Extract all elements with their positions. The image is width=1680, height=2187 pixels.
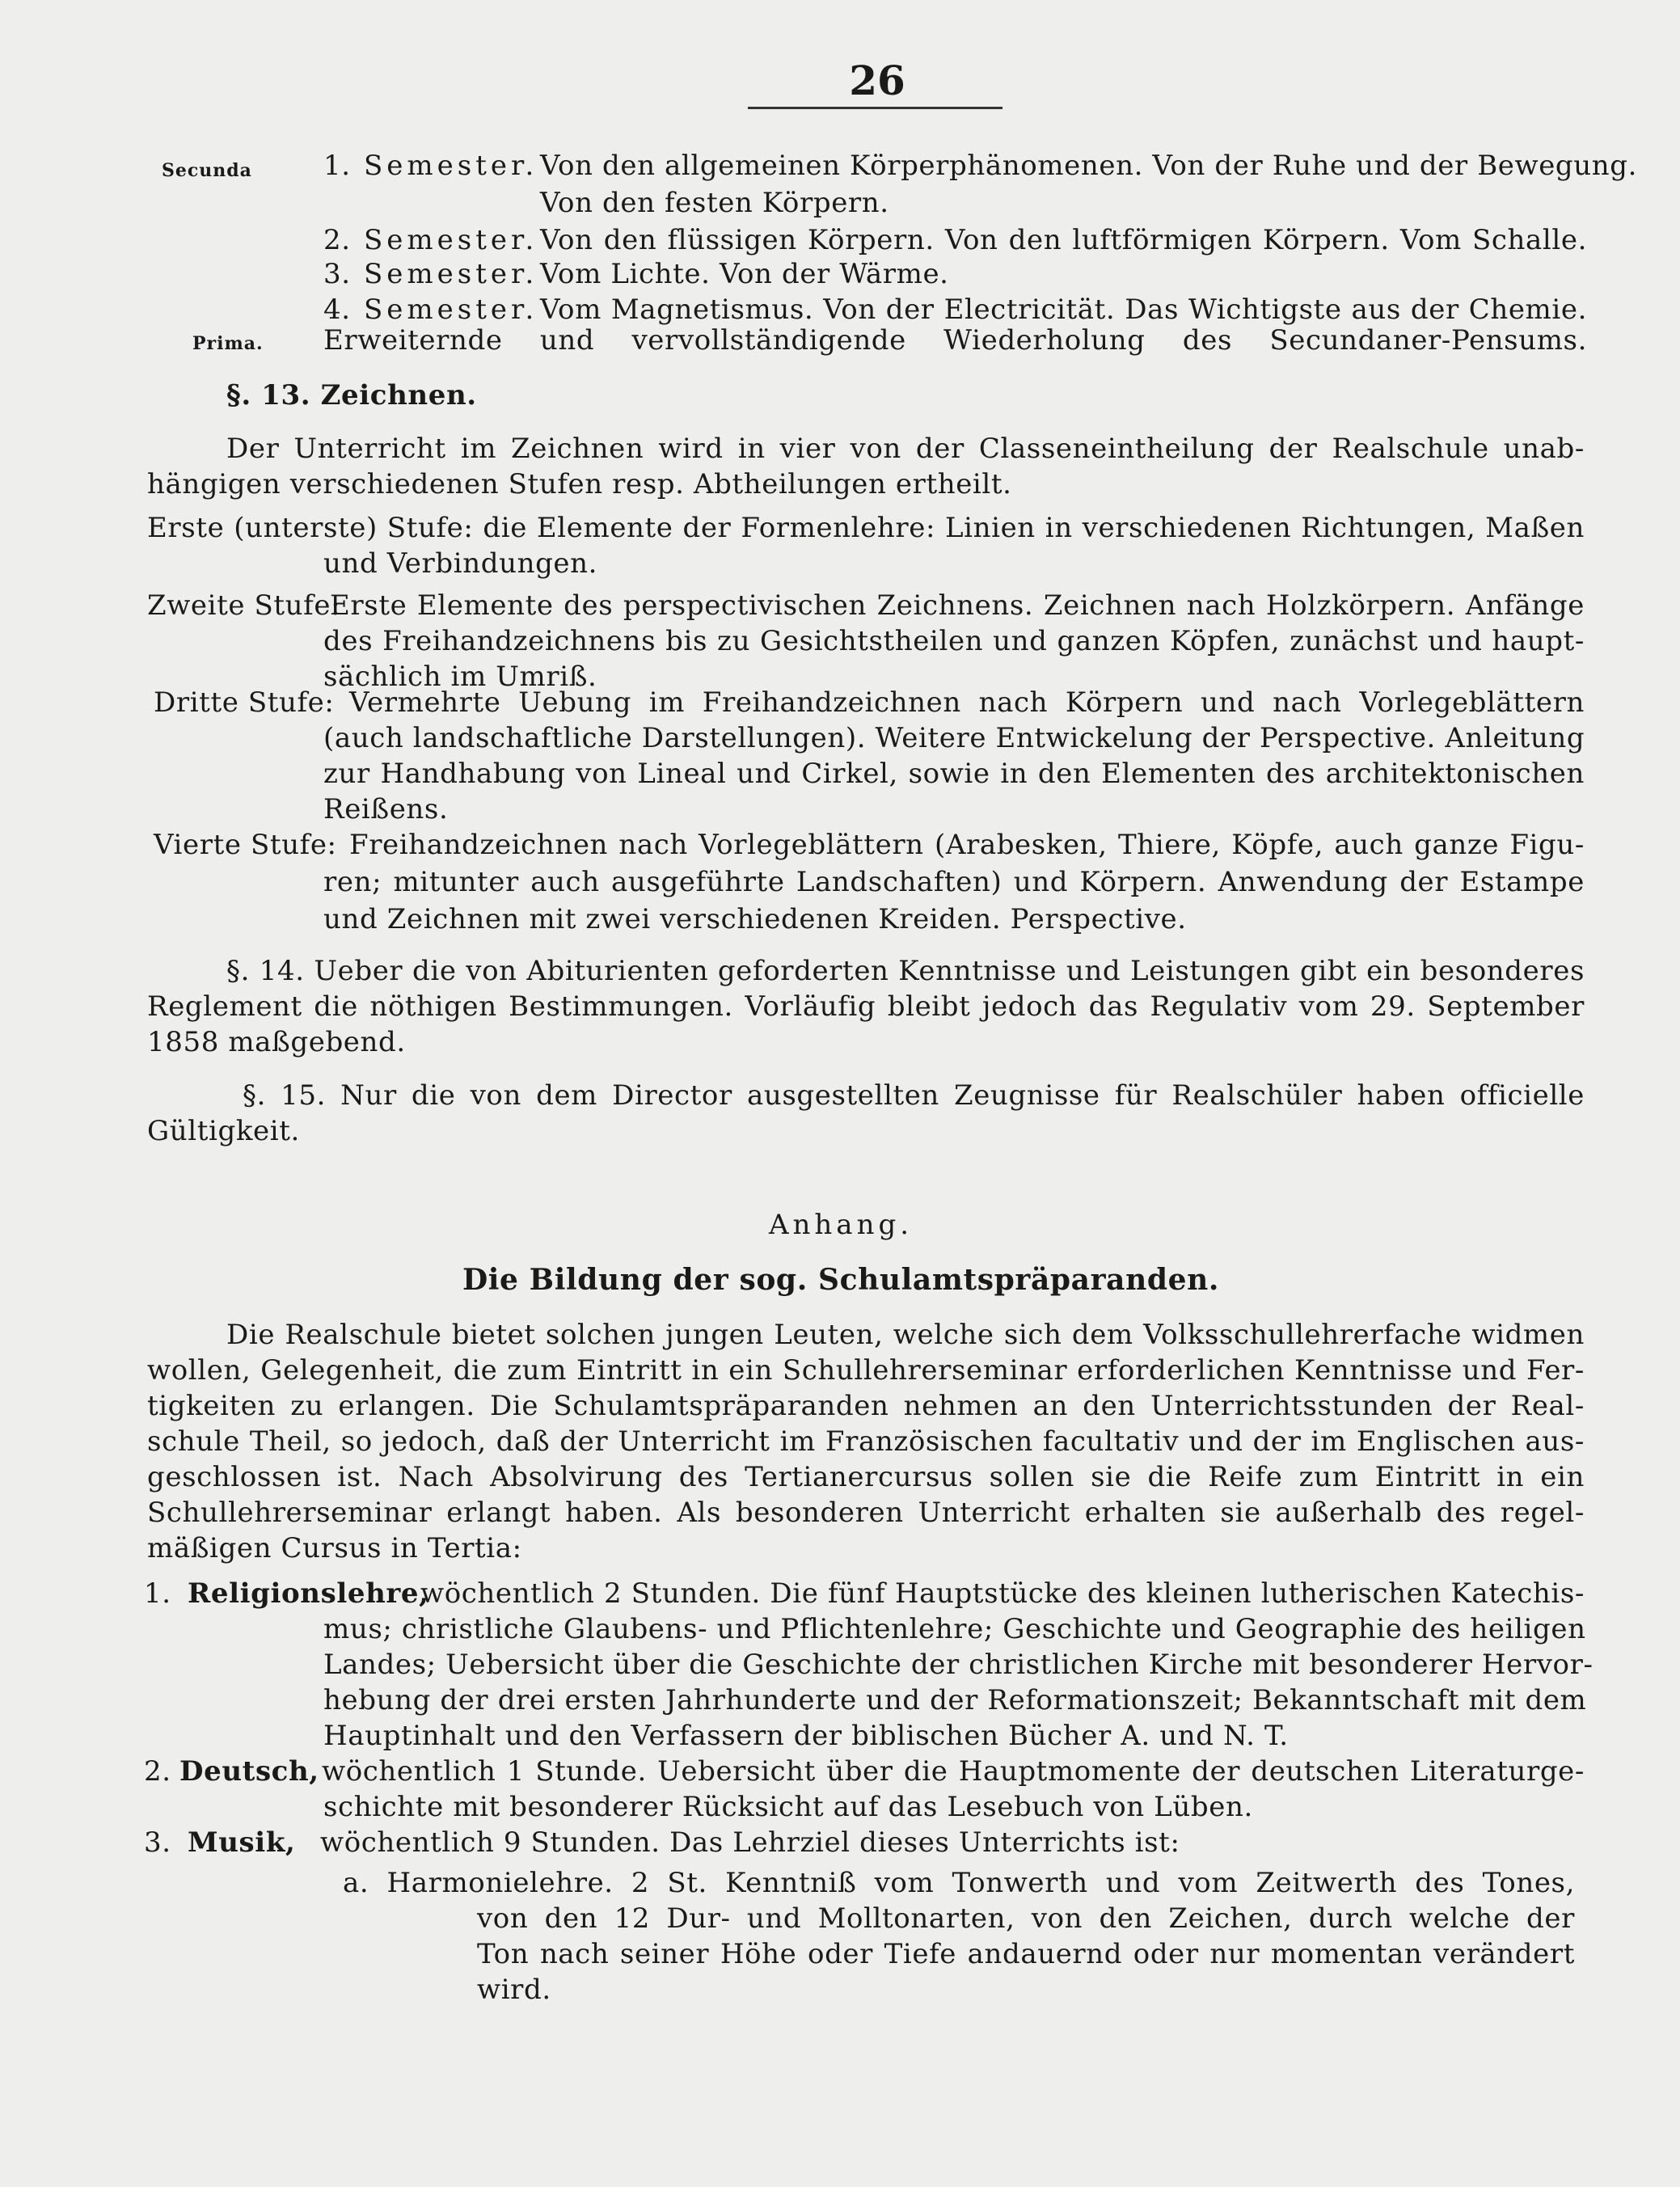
page-number: 26 <box>849 57 905 104</box>
semester-3-number: 3. <box>323 258 351 290</box>
section-14-line-1: §. 14. Ueber die von Abiturienten geforderten Kenntnisse und Leistungen gibt ein besonderes <box>226 955 1585 987</box>
section-13-heading: §. 13. Zeichnen. <box>226 379 477 412</box>
deutsch-line-2: schichte mit besonderer Rücksicht auf das Lesebuch von Lüben. <box>323 1791 1253 1823</box>
semester-3-text: Vom Lichte. Von der Wärme. <box>540 258 949 290</box>
harmonielehre-line-2: von den 12 Dur- und Molltonarten, von den Zeichen, durch welche der <box>477 1902 1575 1935</box>
deutsch-line-1: wöchentlich 1 Stunde. Uebersicht über die Hauptmomente der deutschen Literaturge- <box>322 1755 1585 1788</box>
religion-line-4: hebung der drei ersten Jahrhunderte und der Reformationszeit; Bekanntschaft mit dem <box>323 1684 1587 1716</box>
religion-number: 1. <box>144 1577 171 1610</box>
semester-1-number: 1. <box>323 150 351 182</box>
deutsch-number: 2. <box>144 1755 171 1788</box>
stufe-3-line-1: Vermehrte Uebung im Freihandzeichnen nach Körpern und nach Vorlegeblättern <box>349 686 1585 719</box>
stufe-2-line-3: sächlich im Umriß. <box>323 661 597 693</box>
section-13-intro-line-1: Der Unterricht im Zeichnen wird in vier von der Classeneintheilung der Realschule unab- <box>226 433 1585 465</box>
semester-1-continuation: Von den festen Körpern. <box>540 187 889 219</box>
musik-label: Musik, <box>188 1826 296 1859</box>
anhang-para-line-6: Schullehrerseminar erlangt haben. Als besonderen Unterricht erhalten sie außerhalb des regel- <box>147 1497 1585 1529</box>
semester-4-text: Vom Magnetismus. Von der Electricität. Das Wichtigste aus der Chemie. <box>540 293 1587 326</box>
anhang-para-line-7: mäßigen Cursus in Tertia: <box>147 1532 522 1564</box>
section-14-line-2: Reglement die nöthigen Bestimmungen. Vorläufig bleibt jedoch das Regulativ vom 29. September <box>147 990 1585 1023</box>
deutsch-label: Deutsch, <box>179 1755 319 1788</box>
stufe-3-label: Dritte Stufe: <box>154 686 335 719</box>
harmonielehre-line-3: Ton nach seiner Höhe oder Tiefe andauernd oder nur momentan verändert <box>477 1938 1575 1970</box>
anhang-para-line-2: wollen, Gelegenheit, die zum Eintritt in ein Schullehrerseminar erforderlichen Kenntnisse und Fer- <box>147 1354 1585 1387</box>
musik-number: 3. <box>144 1826 171 1859</box>
semester-2-number: 2. <box>323 224 351 256</box>
religion-line-1: wöchentlich 2 Stunden. Die fünf Hauptstücke des kleinen lutherischen Katechis- <box>420 1577 1585 1610</box>
semester-4-number: 4. <box>323 293 351 326</box>
section-15-line-1: §. 15. Nur die von dem Director ausgestellten Zeugnisse für Realschüler haben officielle <box>243 1079 1585 1112</box>
anhang-title: Anhang. <box>768 1209 914 1241</box>
section-13-intro-line-2: hängigen verschiedenen Stufen resp. Abtheilungen ertheilt. <box>147 468 1012 500</box>
anhang-heading: Die Bildung der sog. Schulamtspräparanden. <box>462 1263 1220 1297</box>
religion-line-2: mus; christliche Glaubens- und Pflichtenlehre; Geschichte und Geographie des heiligen <box>323 1613 1586 1645</box>
stufe-2-line-1: Erste Elemente des perspectivischen Zeichnens. Zeichnen nach Holzkörpern. Anfänge <box>330 589 1585 622</box>
prima-text: Erweiternde und vervollständigende Wiederholung des Secundaner-Pensums. <box>323 324 1587 357</box>
semester-1-word: Semester. <box>364 150 538 182</box>
stufe-1-line-2: und Verbindungen. <box>323 547 598 580</box>
section-14-line-3: 1858 maßgebend. <box>147 1026 406 1058</box>
stufe-3-line-3: zur Handhabung von Lineal und Cirkel, sowie in den Elementen des architektonischen <box>323 758 1585 790</box>
stufe-4-line-3: und Zeichnen mit zwei verschiedenen Kreiden. Perspective. <box>323 903 1187 935</box>
stufe-2-line-2: des Freihandzeichnens bis zu Gesichtstheilen und ganzen Köpfen, zunächst und haupt- <box>323 625 1585 657</box>
stufe-4-label: Vierte Stufe: <box>154 829 337 861</box>
stufe-4-line-1: Freihandzeichnen nach Vorlegeblättern (Arabesken, Thiere, Köpfe, auch ganze Figu- <box>349 829 1585 861</box>
semester-3-word: Semester. <box>364 258 538 290</box>
stufe-1-line-1: Erste (unterste) Stufe: die Elemente der Formenlehre: Linien in verschiedenen Richtungen, Maßen <box>147 512 1585 544</box>
stufe-3-line-2: (auch landschaftliche Darstellungen). Weitere Entwickelung der Perspective. Anleitung <box>323 722 1585 754</box>
page-number-rule <box>748 107 1003 109</box>
religion-line-5: Hauptinhalt und den Verfassern der biblischen Bücher A. und N. T. <box>323 1720 1289 1752</box>
anhang-para-line-3: tigkeiten zu erlangen. Die Schulamtspräparanden nehmen an den Unterrichtsstunden der Real- <box>147 1390 1585 1422</box>
harmonielehre-line-4: wird. <box>477 1974 551 2006</box>
stufe-3-line-4: Reißens. <box>323 793 449 825</box>
semester-1-text: Von den allgemeinen Körperphänomenen. Von der Ruhe und der Bewegung. <box>540 150 1638 182</box>
semester-2-text: Von den flüssigen Körpern. Von den luftförmigen Körpern. Vom Schalle. <box>540 224 1587 256</box>
anhang-para-line-5: geschlossen ist. Nach Absolvirung des Tertianercursus sollen sie die Reife zum Eintritt in ein <box>147 1461 1585 1493</box>
musik-line-1: wöchentlich 9 Stunden. Das Lehrziel dieses Unterrichts ist: <box>320 1826 1180 1859</box>
religion-label: Religionslehre, <box>188 1577 429 1610</box>
stufe-2-label: Zweite Stufe: <box>147 589 341 622</box>
semester-4-word: Semester. <box>364 293 538 326</box>
secunda-label: Secunda <box>162 160 252 181</box>
anhang-para-line-4: schule Theil, so jedoch, daß der Unterricht im Französischen facultativ und der im Englischen aus- <box>147 1425 1585 1458</box>
section-15-line-2: Gültigkeit. <box>147 1115 300 1147</box>
religion-line-3: Landes; Uebersicht über die Geschichte der christlichen Kirche mit besonderer Hervor- <box>323 1649 1593 1681</box>
anhang-para-line-1: Die Realschule bietet solchen jungen Leuten, welche sich dem Volksschullehrerfache widmen <box>226 1319 1585 1351</box>
prima-label: Prima. <box>192 333 264 354</box>
stufe-4-line-2: ren; mitunter auch ausgeführte Landschaften) und Körpern. Anwendung der Estampe <box>323 866 1585 898</box>
semester-2-word: Semester. <box>364 224 538 256</box>
harmonielehre-line-1: a. Harmonielehre. 2 St. Kenntniß vom Tonwerth und vom Zeitwerth des Tones, <box>343 1867 1575 1899</box>
